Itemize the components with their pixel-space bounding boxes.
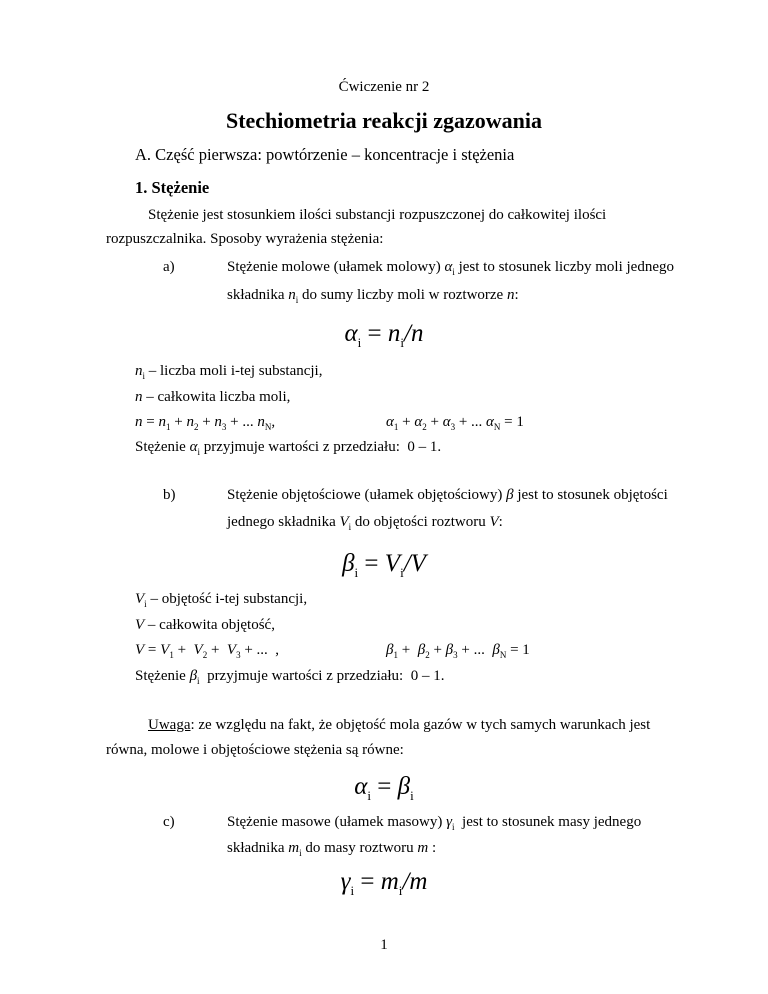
item-a-range: Stężenie $\alpha_i$ przyjmuje wartości z przedziału: 0 – 1. xyxy=(135,439,442,457)
intro-line-1: Stężenie jest stosunkiem ilości substancji rozpuszczonej do całkowitej ilości xyxy=(148,207,607,223)
formula-alpha-beta: $\alpha_i = \beta_i$ xyxy=(354,773,414,803)
item-b-line-1: Stężenie objętościowe (ułamek objętościowy) β jest to stosunek objętości xyxy=(227,487,668,503)
item-b-marker: b) xyxy=(163,487,176,503)
section-a-heading: A. Część pierwsza: powtórzenie – koncentracje i stężenia xyxy=(135,145,515,164)
item-a-sum-right: $\alpha_1 + \alpha_2 + \alpha_3$ + ... $\alpha_N = 1$ xyxy=(386,414,524,432)
note-line-2: równa, molowe i objętościowe stężenia są równe: xyxy=(106,742,404,758)
formula-gamma: $\gamma_i = m_i/m$ xyxy=(340,868,428,898)
item-a-line-1: Stężenie molowe (ułamek molowy) $\alpha_i$ jest to stosunek liczby moli jednego xyxy=(227,259,674,277)
page-title: Stechiometria reakcji zgazowania xyxy=(225,108,543,133)
item-c-line-2: składnika $m_i$ do masy roztworu m : xyxy=(227,840,437,858)
item-a-def-1: $n_i$ – liczba moli i-tej substancji, xyxy=(135,363,323,381)
item-b-line-2: jednego składnika $V_i$ do objętości roztworu V: xyxy=(227,514,503,532)
note-line-1: Uwaga: ze względu na fakt, że objętość mola gazów w tych samych warunkach jest xyxy=(148,717,651,733)
item-a-line-2: składnika $n_i$ do sumy liczby moli w roztworze n: xyxy=(227,287,519,305)
formula-alpha: $\alpha_i = n_i/n$ xyxy=(344,320,424,350)
item-b-range: Stężenie $\beta_i$ przyjmuje wartości z przedziału: 0 – 1. xyxy=(135,668,445,686)
item-b-sum-left: $V = V_1 + V_2 + V_3$ + ... , xyxy=(135,642,280,660)
item-a-sum-left: $n = n_1 + n_2 + n_3$ + ... $n_N$, xyxy=(135,414,276,432)
item-c-marker: c) xyxy=(163,814,175,830)
intro-line-2: rozpuszczalnika. Sposoby wyrażenia stężenia: xyxy=(106,231,384,247)
item-a-marker: a) xyxy=(163,259,175,275)
note-label: Uwaga xyxy=(148,717,191,733)
item-b-def-1: $V_i$ – objętość i-tej substancji, xyxy=(135,591,308,609)
exercise-label: Ćwiczenie nr 2 xyxy=(338,79,430,95)
page-number: 1 xyxy=(380,937,388,953)
section-1-heading: 1. Stężenie xyxy=(135,178,210,197)
formula-beta: $\beta_i = V_i/V$ xyxy=(342,550,426,580)
item-b-sum-right: $\beta_1 + \beta_2 + \beta_3$ + ... $\beta_N = 1$ xyxy=(386,642,530,660)
item-b-def-2: V – całkowita objętość, xyxy=(135,617,275,633)
item-c-line-1: Stężenie masowe (ułamek masowy) $\gamma_i$ jest to stosunek masy jednego xyxy=(227,814,642,832)
item-a-def-2: n – całkowita liczba moli, xyxy=(135,389,291,405)
